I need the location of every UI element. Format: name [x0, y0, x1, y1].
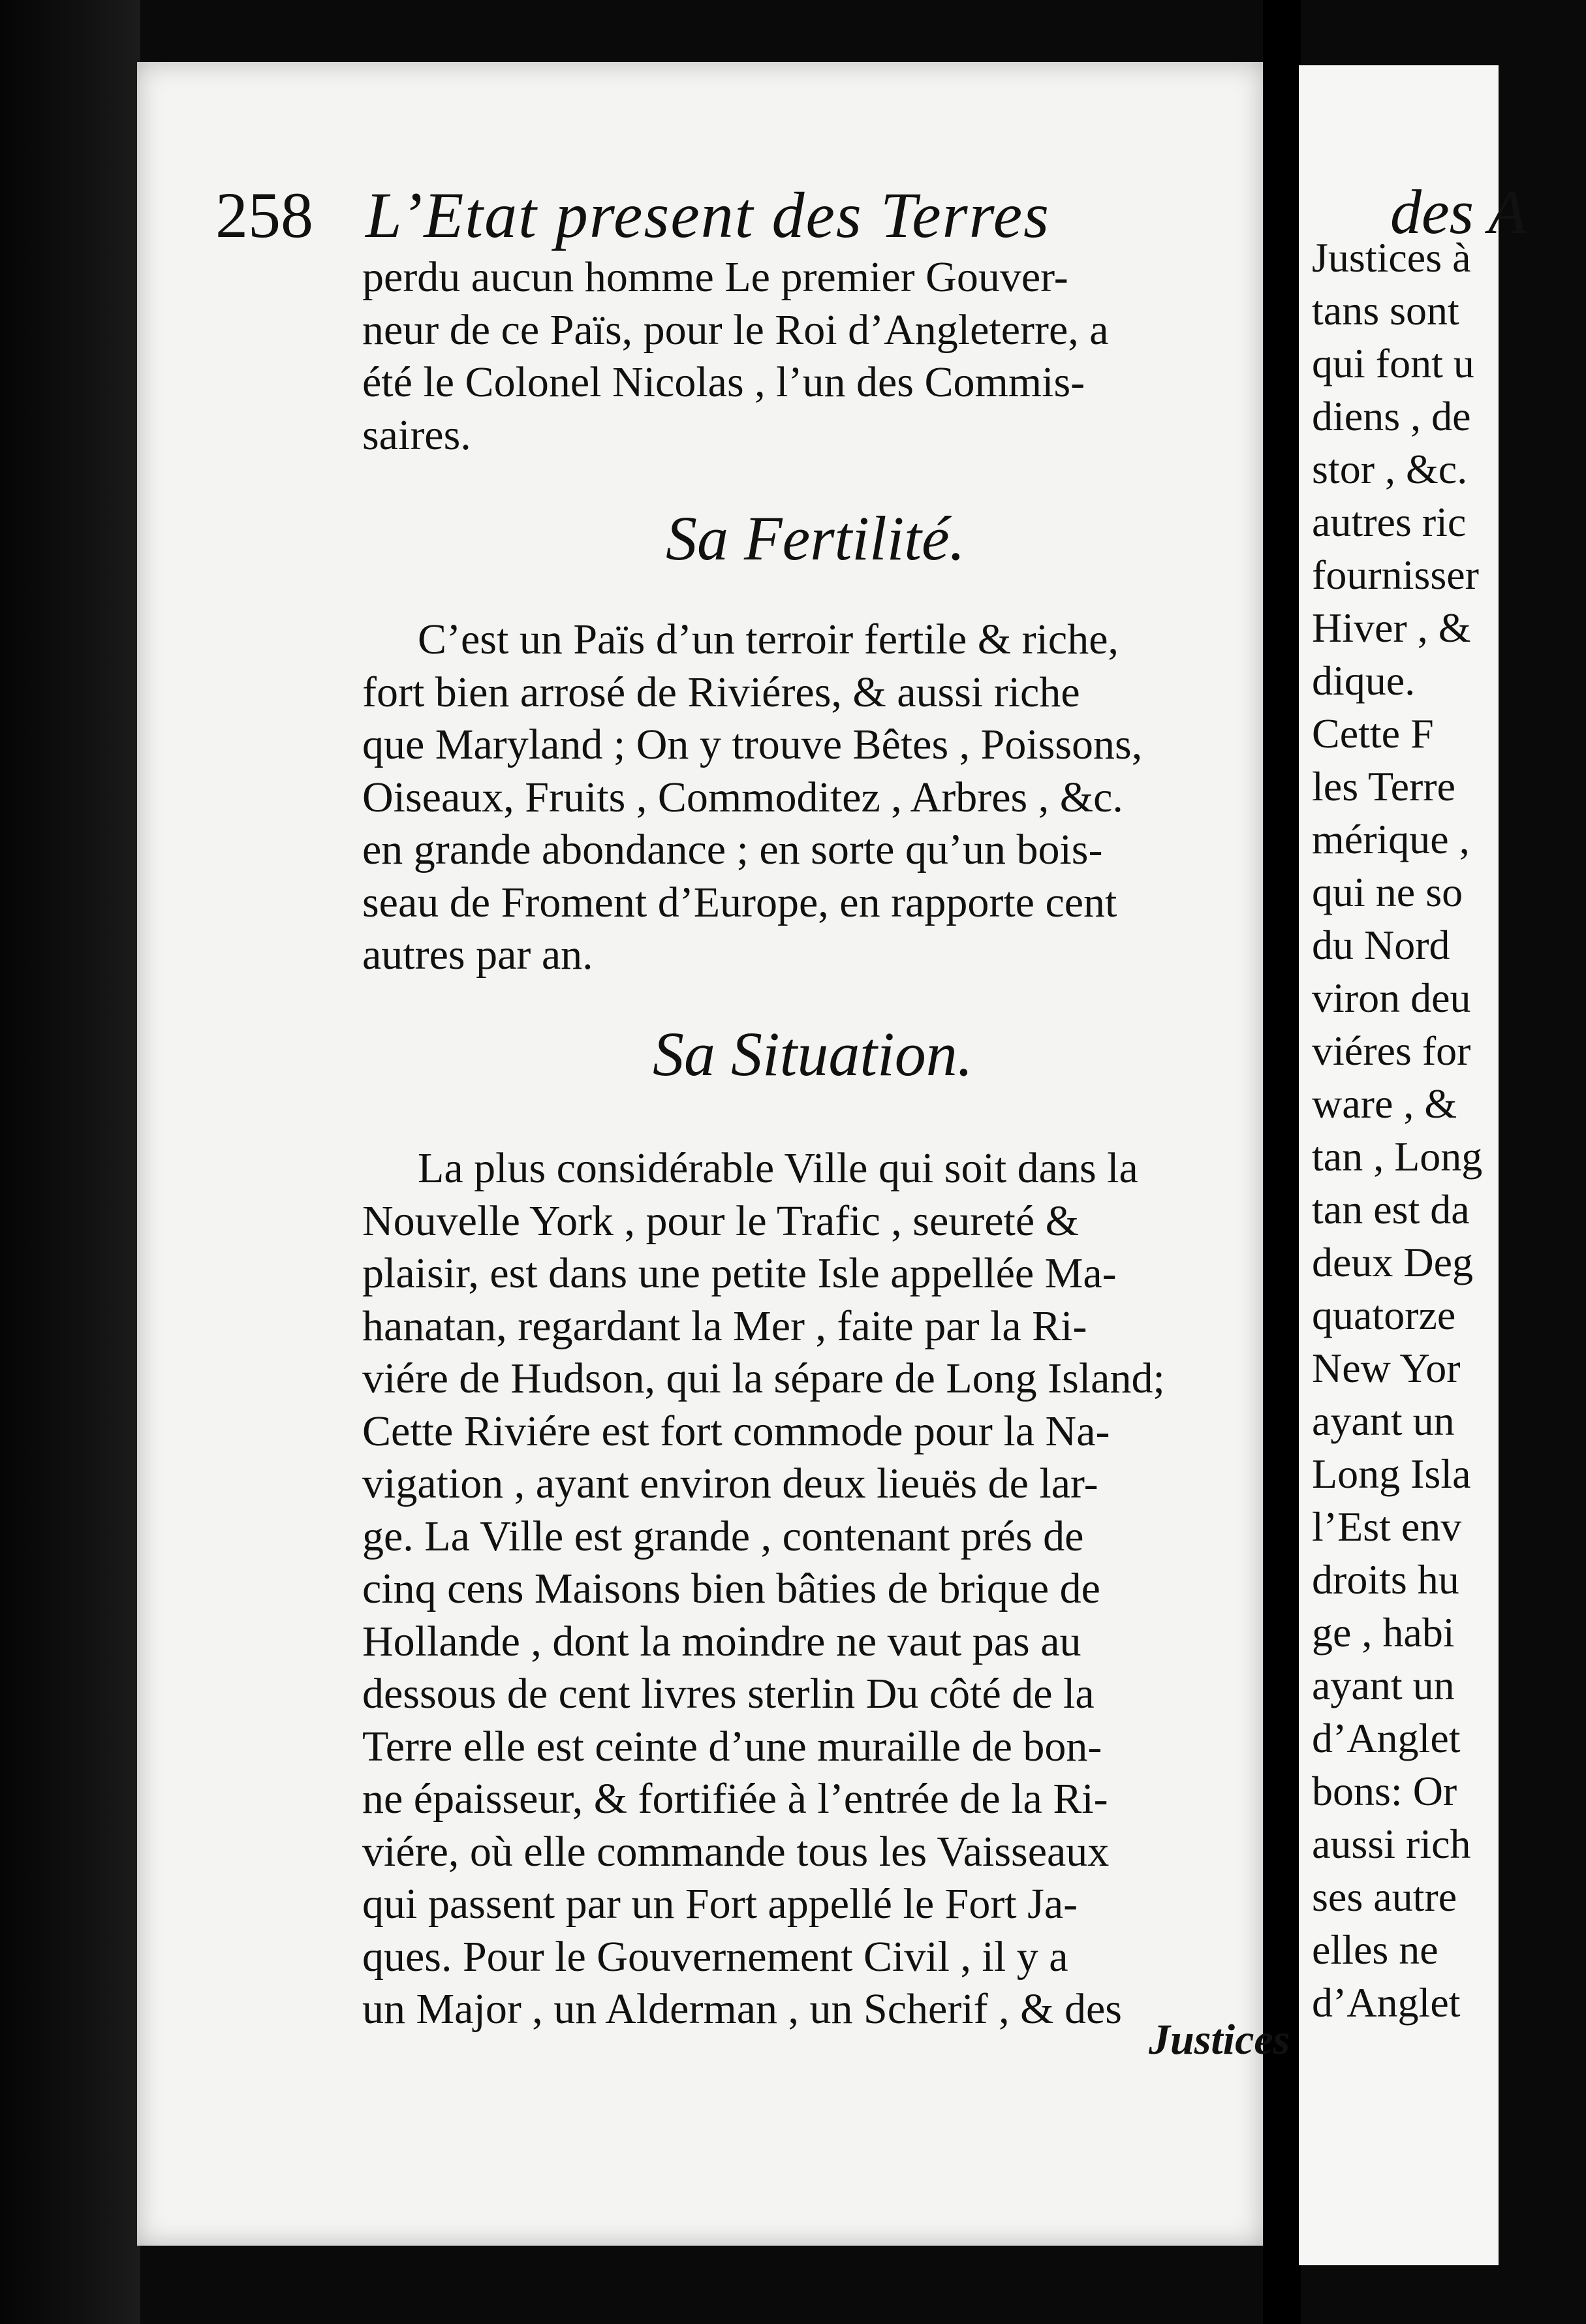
intro-line: été le Colonel Nicolas , l’un des Commis-	[362, 358, 1085, 406]
situation-line: ques. Pour le Gouvernement Civil , il y a	[362, 1932, 1068, 1981]
situation-line: vigation , ayant environ deux lieuës de lar-	[362, 1460, 1098, 1507]
facing-page-line: fournisser	[1312, 552, 1479, 598]
facing-page-line: bons: Or	[1312, 1768, 1457, 1814]
situation-line: hanatan, regardant la Mer , faite par la Ri-	[362, 1302, 1087, 1350]
situation-line: Hollande , dont la moindre ne vaut pas au	[362, 1617, 1081, 1665]
facing-running-head: des A	[1390, 177, 1527, 247]
situation-line: viére, où elle commande tous les Vaisseaux	[362, 1827, 1110, 1876]
facing-page-line: viéres for	[1312, 1028, 1471, 1074]
facing-page-line: stor , &c.	[1312, 446, 1468, 492]
fertilite-line: fort bien arrosé de Riviéres, & aussi riche	[362, 668, 1080, 716]
fertilite-line: Oiseaux, Fruits , Commoditez , Arbres , &c.	[362, 773, 1123, 821]
facing-page-line: viron deu	[1312, 975, 1471, 1021]
situation-line: un Major , un Alderman , un Scherif , & des	[362, 1985, 1122, 2033]
facing-page-line: droits hu	[1312, 1556, 1459, 1603]
facing-page-line: ge , habi	[1312, 1609, 1455, 1656]
running-head	[215, 176, 1194, 255]
fertilite-line: en grande abondance ; en sorte qu’un bois-	[362, 826, 1103, 873]
facing-page-line: tans sont	[1312, 287, 1459, 334]
facing-page-line: ayant un	[1312, 1662, 1455, 1708]
intro-line: neur de ce Païs, pour le Roi d’Angleterre, a	[362, 306, 1109, 354]
situation-line: cinq cens Maisons bien bâties de brique de	[362, 1565, 1100, 1612]
facing-page-line: d’Anglet	[1312, 1715, 1461, 1761]
situation-line: Nouvelle York , pour le Trafic , seureté &	[362, 1197, 1080, 1245]
facing-page-line: les Terre	[1312, 763, 1455, 809]
situation-line: dessous de cent livres sterlin Du côté de la	[362, 1670, 1095, 1718]
facing-page-line: New Yor	[1312, 1345, 1461, 1391]
running-head-title: L’Etat present des Terres	[365, 179, 1051, 251]
situation-line: plaisir, est dans une petite Isle appellée Ma-	[362, 1249, 1117, 1297]
facing-page-line: Long Isla	[1312, 1451, 1471, 1497]
section-heading-fertilite: Sa Fertilité.	[666, 503, 965, 573]
facing-page-line: d’Anglet	[1312, 1979, 1461, 2026]
facing-page-line: qui font u	[1312, 340, 1474, 386]
facing-page-line: ses autre	[1312, 1874, 1457, 1920]
facing-page-line: tan est da	[1312, 1186, 1470, 1233]
intro-line: saires.	[362, 411, 471, 459]
situation-line: Cette Riviére est fort commode pour la Na-	[362, 1407, 1110, 1455]
fertilite-line: autres par an.	[362, 931, 593, 979]
facing-page-line: qui ne so	[1312, 869, 1463, 915]
catchword: Justices	[1149, 2016, 1290, 2064]
facing-page-line: mérique ,	[1312, 816, 1470, 862]
facing-page-line: quatorze	[1312, 1292, 1456, 1338]
section-heading-situation: Sa Situation.	[653, 1019, 973, 1089]
facing-page-line: diens , de	[1312, 393, 1471, 439]
facing-page-line: Cette F	[1312, 710, 1434, 757]
fertilite-line: seau de Froment d’Europe, en rapporte cent	[362, 878, 1117, 926]
situation-line: ge. La Ville est grande , contenant prés de	[362, 1512, 1084, 1560]
facing-page-line: elles ne	[1312, 1926, 1438, 1973]
facing-page-line: ayant un	[1312, 1398, 1455, 1444]
facing-page-line: autres ric	[1312, 499, 1467, 545]
facing-page-line: deux Deg	[1312, 1239, 1474, 1285]
facing-page-line: dique.	[1312, 657, 1416, 704]
page-number: 258	[215, 179, 313, 251]
facing-page-line: aussi rich	[1312, 1821, 1471, 1867]
intro-line: perdu aucun homme Le premier Gouver-	[362, 253, 1068, 301]
facing-page-line: du Nord	[1312, 922, 1450, 968]
facing-page-line: Hiver , &	[1312, 605, 1471, 651]
situation-line: qui passent par un Fort appellé le Fort Ja-	[362, 1880, 1078, 1928]
facing-page-line: Justices à	[1312, 234, 1471, 281]
situation-line: La plus considérable Ville qui soit dans la	[418, 1144, 1138, 1192]
situation-line: Terre elle est ceinte d’une muraille de bon-	[362, 1722, 1102, 1770]
situation-line: viére de Hudson, qui la sépare de Long Island;	[362, 1355, 1165, 1402]
fertilite-line: C’est un Païs d’un terroir fertile & riche,	[418, 616, 1119, 663]
situation-line: ne épaisseur, & fortifiée à l’entrée de la Ri-	[362, 1775, 1108, 1823]
scan-left-border	[0, 0, 140, 2324]
facing-page-line: tan , Long	[1312, 1133, 1483, 1180]
facing-page-line: ware , &	[1312, 1080, 1457, 1127]
fertilite-line: que Maryland ; On y trouve Bêtes , Poissons,	[362, 721, 1143, 768]
facing-page-line: l’Est env	[1312, 1503, 1462, 1550]
